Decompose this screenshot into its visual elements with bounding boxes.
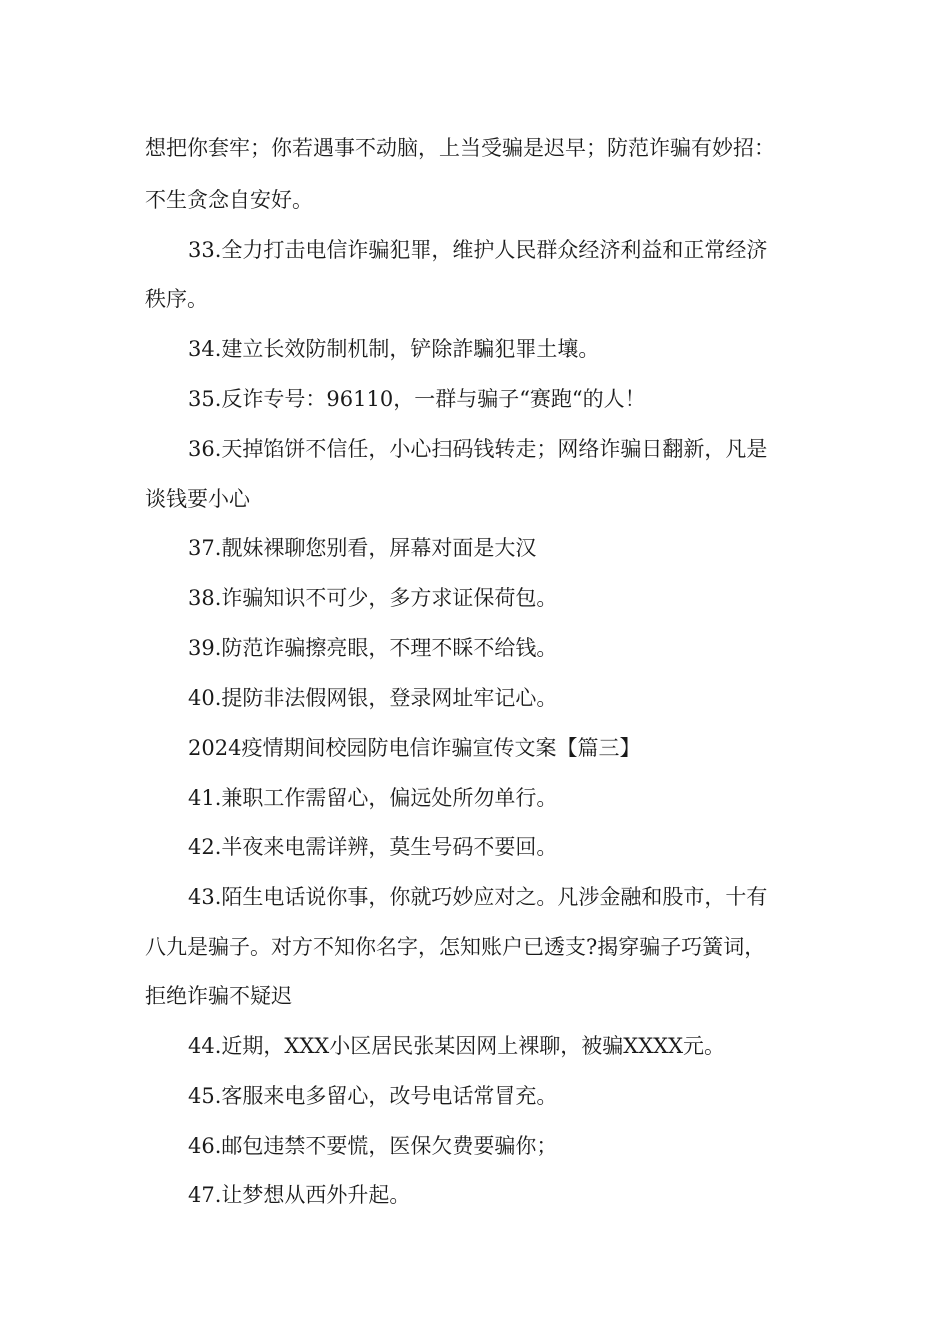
list-item-38: 38.诈骗知识不可少，多方求证保荷包。 [188, 586, 558, 610]
section-heading: 2024疫情期间校园防电信诈骗宣传文案【篇三】 [188, 736, 641, 760]
list-item-47: 47.让梦想从西外升起。 [188, 1183, 411, 1207]
text-line: 八九是骗子。对方不知你名字，怎知账户已透支?揭穿骗子巧簧词， [145, 935, 766, 959]
list-item-46: 46.邮包违禁不要慌，医保欠费要骗你； [188, 1134, 558, 1158]
list-item-43: 43.陌生电话说你事，你就巧妙应对之。凡涉金融和股市，十有 [188, 885, 768, 909]
list-item-40: 40.提防非法假网银，登录网址牢记心。 [188, 686, 558, 710]
list-item-44: 44.近期，XXX小区居民张某因网上裸聊，被骗XXXX元。 [188, 1034, 726, 1058]
text-line: 谈钱要小心 [145, 487, 250, 511]
text-line: 想把你套牢；你若遇事不动脑，上当受骗是迟早；防范诈骗有妙招： [145, 136, 775, 160]
list-item-34: 34.建立长效防制机制，铲除詐騙犯罪土壤。 [188, 337, 600, 361]
text-line: 拒绝诈骗不疑迟 [145, 984, 292, 1008]
list-item-41: 41.兼职工作需留心，偏远处所勿单行。 [188, 786, 558, 810]
list-item-33: 33.全力打击电信诈骗犯罪，维护人民群众经济利益和正常经济 [188, 238, 768, 262]
list-item-36: 36.天掉馅饼不信任，小心扫码钱转走；网络诈骗日翻新，凡是 [188, 437, 768, 461]
text-line: 秩序。 [145, 287, 208, 311]
list-item-35: 35.反诈专号：96110，一群与骗子“赛跑“的人！ [188, 387, 646, 411]
list-item-42: 42.半夜来电需详辨，莫生号码不要回。 [188, 835, 558, 859]
text-line: 不生贪念自安好。 [145, 188, 313, 212]
list-item-37: 37.靓妹裸聊您别看，屏幕对面是大汉 [188, 536, 537, 560]
list-item-45: 45.客服来电多留心，改号电话常冒充。 [188, 1084, 558, 1108]
list-item-39: 39.防范诈骗擦亮眼，不理不睬不给钱。 [188, 636, 558, 660]
